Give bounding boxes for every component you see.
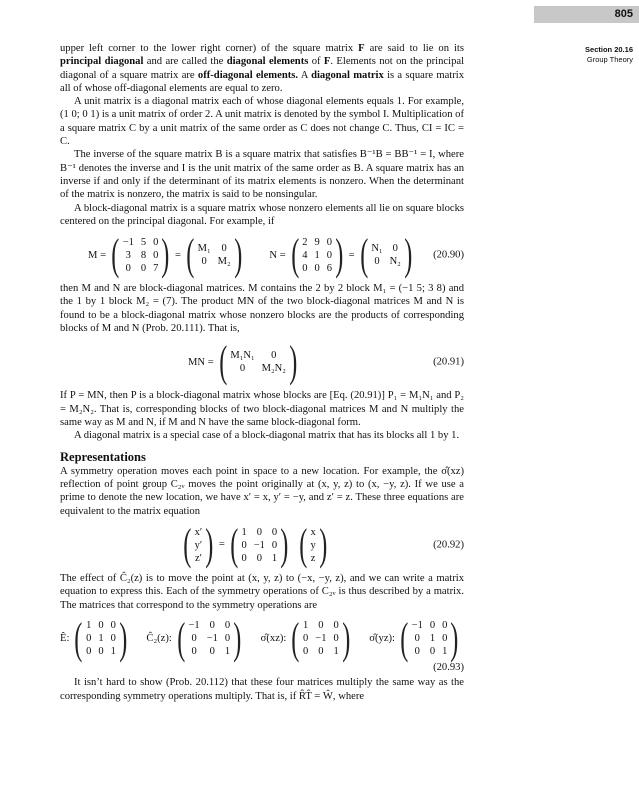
matrix-cell: 0	[191, 633, 197, 645]
matrix-cell: 0	[333, 620, 339, 632]
operation-matrix	[60, 613, 132, 663]
paragraph-unit-matrix: A unit matrix is a diagonal matrix each of whose diagonal elements equals 1. For example, (1 0; 0 1) is a unit matrix of order 2. A unit matrix is denoted by the symbol I. Multiplication of a square matrix C by a unit matrix of the same order as C does not change C. Thus, CI = IC = C.	[60, 96, 464, 148]
matrix-cell: −1	[206, 633, 218, 645]
equation-number: (20.92)	[433, 539, 464, 551]
text: is a square matrix all of whose off-diagonal elements are equal to zero.	[60, 69, 464, 94]
matrix-cell: 0	[303, 646, 309, 658]
paragraph-c2-effect: The effect of Ĉ₂(z) is to move the point at (x, y, z) to (−x, −y, z), and we can write a matrix equation to express this. Each of the symmetry operations of C₂ᵥ is thus described by a matrix. The matrices that correspond to the symmetry operations are	[60, 573, 464, 611]
paragraph-inverse: The inverse of the square matrix B is a square matrix that satisfies B⁻¹B = BB⁻¹ = I, where B⁻¹ denotes the inverse and I is the unit matrix of the same order as B. A square matrix has an inverse if and only if the determinant of its matrix elements is nonzero. When the determinant of the matrix is nonzero, the matrix is said to be nonsingular.	[60, 149, 464, 201]
paragraph-symmetry-operation: A symmetry operation moves each point in space to a new location. For example, the σ̂(xz) reflection of point group C₂ᵥ moves the point originally at (x, y, z) to (x, −y, z). If we use a prime to denote the new location, we have x′ = x, y′ = −y, and z′ = z. These three equations are equivalent to the matrix equation	[60, 465, 464, 517]
matrix-cell: 0	[191, 646, 197, 658]
operation-matrix	[146, 613, 246, 663]
paragraph-block-diagonal: A block-diagonal matrix is a square matrix whose nonzero elements all lie on square blocks centered on the principal diagonal. For example, if	[60, 202, 464, 227]
matrix-cell: 0	[429, 620, 436, 632]
matrix-cell: 0	[318, 620, 324, 632]
matrix-cell: 0	[241, 552, 247, 564]
eq-sign: =	[218, 539, 225, 551]
matrix-cell: 0	[271, 350, 277, 362]
section-title: Group Theory	[586, 55, 633, 64]
text: F	[323, 56, 331, 68]
matrix-cell: 0	[333, 633, 339, 645]
matrix-cell: 0	[201, 256, 207, 268]
matrix-cell: 1	[333, 646, 339, 658]
eq-sign: =	[175, 249, 182, 261]
matrix-cell: 0	[239, 363, 246, 375]
page-number: 805	[534, 6, 639, 23]
matrix-cell: 0	[326, 236, 333, 248]
matrix-reflection: ( 1 0 0 0 −1 0 0 0 1 )	[230, 520, 289, 570]
matrix-cell: 0	[392, 243, 398, 255]
matrix-cell: 0	[153, 249, 159, 261]
matrix-cell: 0	[302, 262, 308, 274]
text: of	[308, 56, 324, 68]
eq-label: M =	[88, 249, 107, 261]
matrix-cell: 1	[110, 646, 116, 658]
matrix-cell: 0	[256, 552, 262, 564]
matrix-MN: ( M₁N₁ 0 0 M₂N₂ )	[219, 337, 298, 387]
equation-20-93	[60, 613, 464, 674]
matrix-cell: 1	[271, 552, 278, 564]
matrix-cell: −1	[122, 236, 134, 248]
matrix-cell: z	[310, 552, 316, 564]
matrix-cell: 6	[326, 262, 333, 274]
matrix-cell: 0	[318, 646, 324, 658]
matrix-cell: y	[310, 539, 316, 551]
matrix-cell: 1	[429, 633, 436, 645]
text: A	[298, 69, 312, 81]
matrix-cell: M₁	[197, 243, 211, 255]
matrix-cell: 0	[125, 262, 131, 274]
matrix-cell: 0	[256, 526, 262, 538]
matrix-cell: 0	[140, 262, 147, 274]
equation-number: (20.93)	[433, 661, 464, 673]
operation-label: Ĉ₂(z):	[146, 633, 172, 645]
matrix-cell: 2	[302, 236, 308, 248]
section-number: Section 20.16	[585, 45, 633, 54]
matrix-cell: M₁N₁	[230, 350, 255, 362]
matrix-cell: N₂	[389, 256, 401, 268]
matrix-cell: 4	[302, 249, 308, 261]
matrix-cell: −1	[188, 620, 200, 632]
matrix-cell: 1	[314, 249, 320, 261]
section-heading	[548, 45, 633, 65]
matrix-cell: 0	[153, 236, 159, 248]
matrix-cell: −1	[253, 539, 265, 551]
matrix-cell: M₂N₂	[261, 363, 286, 375]
matrix-cell: 0	[98, 620, 104, 632]
vector-primed: ( x′ y′ z′ )	[183, 520, 214, 570]
matrix-cell: M₂	[217, 256, 231, 268]
paragraph-diagonal	[60, 42, 464, 95]
operation-label: σ̂(yz):	[369, 633, 395, 645]
matrix-cell: 1	[303, 620, 309, 632]
matrix-cell: 0	[224, 620, 231, 632]
matrix-cell: −1	[315, 633, 327, 645]
eq-label: N =	[269, 249, 286, 261]
operation-matrix	[260, 613, 356, 663]
matrix-cell: x	[310, 526, 316, 538]
matrix-cell: 0	[442, 633, 448, 645]
text: . Elements not on the principal diagonal of a square matrix are	[60, 56, 465, 81]
matrix: ( −1 0 0 0 1 0 0 0 1 )	[400, 613, 459, 663]
equation-20-92	[60, 520, 464, 570]
matrix-N: ( 2 9 0 4 1 0 0 0 6 )	[290, 230, 344, 280]
matrix-M-blocks: ( M₁ 0 0 M₂ )	[186, 230, 243, 280]
matrix-cell: 5	[140, 236, 147, 248]
matrix-cell: 1	[98, 633, 104, 645]
heading-representations: Representations	[60, 449, 146, 464]
matrix: ( 1 0 0 0 −1 0 0 0 1 )	[291, 613, 351, 663]
eq-label: MN =	[188, 356, 214, 368]
equation-20-90	[60, 230, 464, 280]
matrix-cell: 0	[414, 646, 420, 658]
operation-matrix	[369, 613, 464, 663]
matrix-M: ( −1 5 0 3 8 0 0 0 7 )	[111, 230, 170, 280]
paragraph-diagonal-special: A diagonal matrix is a special case of a block-diagonal matrix that has its blocks all 1 by 1.	[74, 430, 460, 442]
operation-label: Ê:	[60, 633, 70, 645]
matrix: ( −1 0 0 0 −1 0 0 0 1 )	[177, 613, 242, 663]
paragraph-block-product: then M and N are block-diagonal matrices. M contains the 2 by 2 block M₁ = (−1 5; 3 8) and the 1 by 1 block M₂ = (7). The product MN of the two block-diagonal matrices M and N is found to be a block-diagonal matrix whose nonzero blocks are the products of corresponding blocks of M and N (Prob. 20.111). That is,	[60, 283, 464, 335]
matrix-cell: 1	[86, 620, 92, 632]
term: principal diagonal	[60, 56, 144, 68]
text: and are called the	[143, 56, 227, 68]
matrix-cell: x′	[194, 526, 203, 538]
matrix-cell: 0	[221, 243, 227, 255]
matrix-cell: 0	[98, 646, 104, 658]
term: off-diagonal elements.	[197, 69, 299, 81]
text: upper left corner to the lower right corner) of the square matrix	[60, 43, 359, 54]
matrix-cell: 0	[271, 539, 278, 551]
matrix-cell: N₁	[371, 243, 383, 255]
matrix-cell: 0	[110, 620, 116, 632]
matrix-cell: 0	[442, 620, 448, 632]
term: diagonal matrix	[311, 69, 384, 81]
matrix-cell: 3	[125, 249, 131, 261]
matrix-cell: 0	[224, 633, 231, 645]
matrix-cell: 0	[314, 262, 320, 274]
matrix: ( 1 0 0 0 1 0 0 0 1 )	[74, 613, 128, 663]
matrix-cell: 0	[271, 526, 278, 538]
matrix-N-blocks: ( N₁ 0 0 N₂ )	[359, 230, 413, 280]
matrix-cell: 0	[209, 646, 215, 658]
matrix-cell: 9	[314, 236, 320, 248]
matrix-cell: 1	[442, 646, 448, 658]
paragraph-block-multiply: If P = MN, then P is a block-diagonal matrix whose blocks are [Eq. (20.91)] P₁ = M₁N₁ and P₂ = M₂N₂. That is, corresponding blocks of two block-diagonal matrices M and N multiply the same way as M and N, if M and N have the same block-diagonal form.	[60, 390, 464, 428]
matrix-cell: −1	[411, 620, 423, 632]
eq-sign: =	[348, 249, 355, 261]
paragraph-multiplication: It isn’t hard to show (Prob. 20.112) that these four matrices multiply the same way as the corresponding symmetry operations multiply. That is, if R̂T̂ = Ŵ, where	[60, 677, 464, 702]
matrix-cell: 0	[86, 646, 92, 658]
matrix-cell: 0	[110, 633, 116, 645]
matrix-cell: 7	[153, 262, 159, 274]
text: are said to lie on its	[364, 43, 464, 54]
matrix-cell: 0	[326, 249, 333, 261]
vector-original: ( x y z )	[299, 520, 328, 570]
matrix-cell: 1	[224, 646, 231, 658]
text: F	[358, 43, 365, 54]
matrix-cell: 0	[414, 633, 420, 645]
matrix-cell: y′	[194, 539, 203, 551]
operation-label: σ̂(xz):	[260, 633, 287, 645]
matrix-cell: 1	[241, 526, 247, 538]
matrix-cell: 0	[303, 633, 309, 645]
matrix-cell: 0	[374, 256, 380, 268]
matrix-cell: 0	[209, 620, 215, 632]
equation-number: (20.90)	[433, 249, 464, 261]
matrix-cell: z′	[194, 552, 202, 564]
matrix-cell: 0	[241, 539, 247, 551]
equation-number: (20.91)	[433, 356, 464, 368]
page-body	[60, 42, 464, 703]
matrix-cell: 0	[429, 646, 436, 658]
equation-20-91	[60, 337, 464, 387]
matrix-cell: 8	[140, 249, 147, 261]
term: diagonal elements	[226, 56, 309, 68]
matrix-cell: 0	[86, 633, 92, 645]
